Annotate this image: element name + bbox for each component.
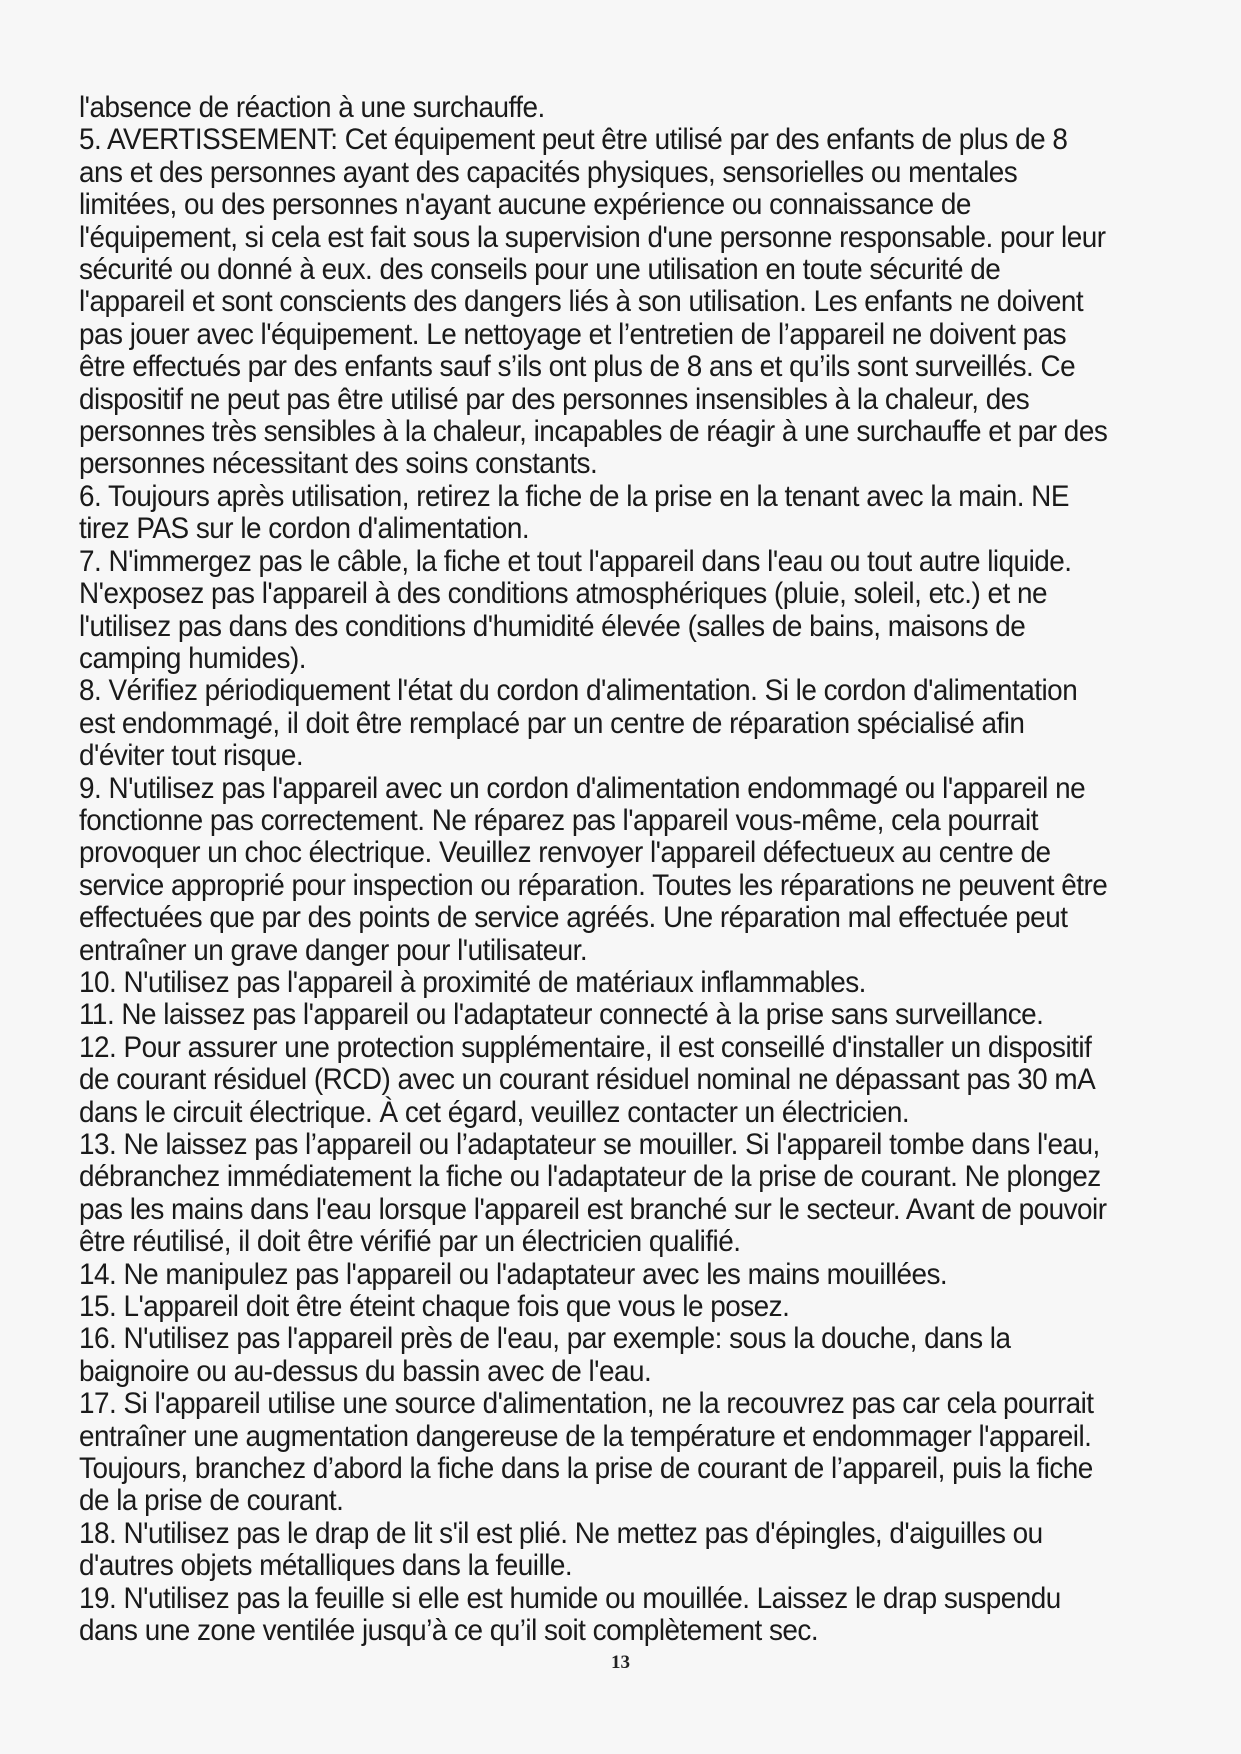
paragraph-item-12: 12. Pour assurer une protection supplémentaire, il est conseillé d'installer un dispositif de courant résiduel (RCD) avec un courant résiduel nominal ne dépassant pas 30 mA dans le circuit électrique. À cet égard, veuillez contacter un électricien. [79,1030,1094,1129]
paragraph-item-17: 17. Si l'appareil utilise une source d'alimentation, ne la recouvrez pas car cela pourrait entraîner une augmentation dangereuse de la température et endommager l'appareil. Toujours, branchez d’abord la fiche dans la prise de courant de l’appareil, puis la fiche de la prise de courant. [79,1387,1094,1518]
paragraph-item-9: 9. N'utilisez pas l'appareil avec un cordon d'alimentation endommagé ou l'appareil ne fonctionne pas correctement. Ne réparez pas l'appareil vous-même, cela pourrait provoquer un choc électrique. Veuillez renvoyer l'appareil défectueux au centre de service approprié pour inspection ou réparation. Toutes les réparations ne peuvent être effectuées que par des points de service agréés. Une réparation mal effectuée peut entraîner un grave danger pour l'utilisateur. [79,771,1108,967]
page-number: 13 [611,1652,630,1673]
paragraph-item-13: 13. Ne laissez pas l’appareil ou l’adaptateur se mouiller. Si l'appareil tombe dans l'eau, débranchez immédiatement la fiche ou l'adaptateur de la prise de courant. Ne plongez pas les mains dans l'eau lorsque l'appareil est branché sur le secteur. Avant de pouvoir être réutilisé, il doit être vérifié par un électricien qualifié. [79,1128,1107,1259]
instructions-text [79,92,1111,1648]
paragraph-item-8: 8. Vérifiez périodiquement l'état du cordon d'alimentation. Si le cordon d'alimentation est endommagé, il doit être remplacé par un centre de réparation spécialisé afin d'éviter tout risque. [79,674,1078,773]
paragraph-item-6: 6. Toujours après utilisation, retirez la fiche de la prise en la tenant avec la main. NE tirez PAS sur le cordon d'alimentation. [79,479,1069,546]
paragraph-item-11: 11. Ne laissez pas l'appareil ou l'adaptateur connecté à la prise sans surveillance. [79,998,1044,1032]
paragraph-item-19: 19. N'utilisez pas la feuille si elle est humide ou mouillée. Laissez le drap suspendu dans une zone ventilée jusqu’à ce qu’il soit complètement sec. [79,1581,1061,1648]
paragraph-item-10: 10. N'utilisez pas l'appareil à proximité de matériaux inflammables. [79,965,866,999]
paragraph-continuation: l'absence de réaction à une surchauffe. [79,91,545,124]
paragraph-item-14: 14. Ne manipulez pas l'appareil ou l'adaptateur avec les mains mouillées. [79,1257,948,1291]
paragraph-item-15: 15. L'appareil doit être éteint chaque fois que vous le posez. [79,1290,790,1324]
paragraph-item-7: 7. N'immergez pas le câble, la fiche et tout l'appareil dans l'eau ou tout autre liquide. N'exposez pas l'appareil à des conditions atmosphériques (pluie, soleil, etc.) et ne l'utilisez pas dans des conditions d'humidité élevée (salles de bains, maisons de camping humides). [79,544,1072,675]
paragraph-item-5: 5. AVERTISSEMENT: Cet équipement peut être utilisé par des enfants de plus de 8 ans et des personnes ayant des capacités physiques, sensorielles ou mentales limitées, ou des personnes n'ayant aucune expérience ou connaissance de l'équipement, si cela est fait sous la supervision d'une personne responsable. pour leur sécurité ou donné à eux. des conseils pour une utilisation en toute sécurité de l'appareil et sont conscients des dangers liés à son utilisation. Les enfants ne doivent pas jouer avec l'équipement. Le nettoyage et l’entretien de l’appareil ne doivent pas être effectués par des enfants sauf s’ils ont plus de 8 ans et qu’ils sont surveillés. Ce dispositif ne peut pas être utilisé par des personnes insensibles à la chaleur, des personnes très sensibles à la chaleur, incapables de réagir à une surchauffe et par des personnes nécessitant des soins constants. [79,123,1108,481]
paragraph-item-16: 16. N'utilisez pas l'appareil près de l'eau, par exemple: sous la douche, dans la baignoire ou au-dessus du bassin avec de l'eau. [79,1322,1011,1388]
paragraph-item-18: 18. N'utilisez pas le drap de lit s'il est plié. Ne mettez pas d'épingles, d'aiguilles ou d'autres objets métalliques dans la feuille. [79,1516,1043,1583]
